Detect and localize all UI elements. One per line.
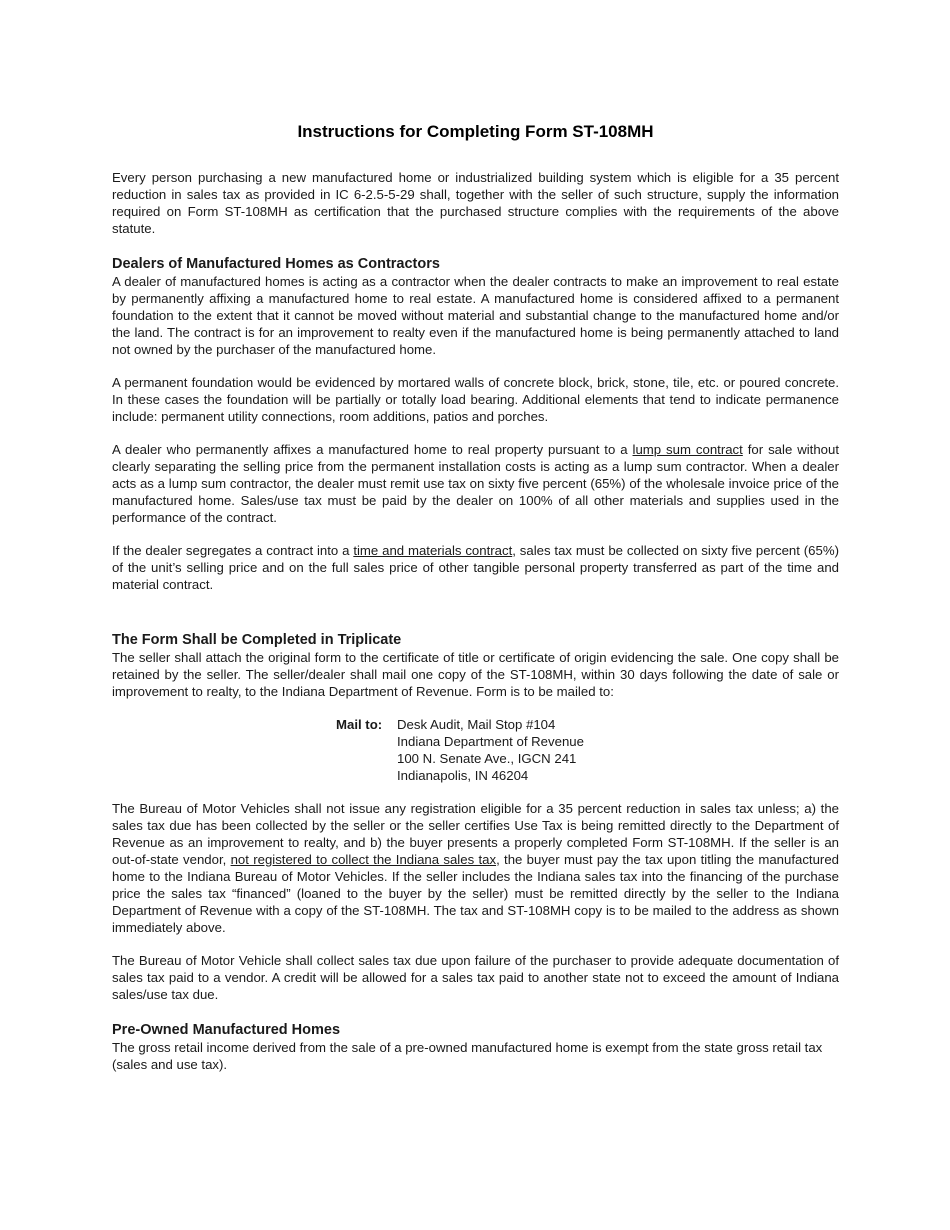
- triplicate-paragraph-3: The Bureau of Motor Vehicle shall collect sales tax due upon failure of the purchaser to provide adequate documentation of sales tax paid to a vendor. A credit will be allowed for a sales tax paid to another state not to exceed the amount of Indiana sales/use tax due.: [112, 953, 839, 1002]
- time-and-materials-contract-term: time and materials contract: [353, 543, 513, 558]
- triplicate-paragraph-1: The seller shall attach the original form to the certificate of title or certificate of origin evidencing the sale. One copy shall be retained by the seller. The seller/dealer shall mail one copy of the ST-108MH, within 30 days following the date of sale or improvement to realty, to the Indiana Department of Revenue. Form is to be mailed to:: [112, 650, 839, 699]
- triplicate-heading: The Form Shall be Completed in Triplicate: [112, 632, 402, 648]
- dealers-paragraph-3-text-b: for sale without clearly separating the selling price from the permanent installation costs is acting as a lump sum contractor. When a dealer acts as a lump sum contractor, the dealer must remit use tax on sixty five percent (65%) of the wholesale invoice price of the manufactured home. Sales/use tax must be paid by the dealer on 100% of all other materials and supplies used in the performance of the contract.: [112, 442, 839, 525]
- address-line: 100 N. Senate Ave., IGCN 241: [397, 751, 577, 766]
- dealers-heading: Dealers of Manufactured Homes as Contractors: [112, 256, 440, 272]
- triplicate-paragraph-2-text-a: The Bureau of Motor Vehicles shall not issue any registration eligible for a 35 percent reduction in sales tax unless; a) the sales tax due has been collected by the seller or the seller certifies Use Tax is being remitted directly to the Department of Revenue as an improvement to realty, and b) the buyer presents a properly completed Form ST-108MH. If the seller is an out-of-state vendor,: [112, 801, 839, 867]
- address-line: Indianapolis, IN 46204: [397, 768, 529, 783]
- mail-to-label: Mail to:: [336, 717, 383, 732]
- dealers-paragraph-2: A permanent foundation would be evidenced by mortared walls of concrete block, brick, stone, tile, etc. or poured concrete. In these cases the foundation will be partially or totally load bearing. Additional elements that tend to indicate permanence include: permanent utility connections, room additions, patios and porches.: [112, 375, 839, 424]
- document-page: [112, 120, 839, 1073]
- intro-paragraph: Every person purchasing a new manufactured home or industrialized building system which is eligible for a 35 percent reduction in sales tax as provided in IC 6-2.5-5-29 shall, together with the seller of such structure, supply the information required on Form ST-108MH as certification that the purchased structure complies with the requirements of the above statute.: [112, 170, 839, 236]
- dealers-paragraph-3: [112, 441, 839, 526]
- mailing-address-block: [336, 716, 839, 784]
- address-line: Indiana Department of Revenue: [397, 734, 584, 749]
- address-line: Desk Audit, Mail Stop #104: [397, 717, 556, 732]
- dealers-paragraph-1: A dealer of manufactured homes is acting as a contractor when the dealer contracts to make an improvement to real estate by permanently affixing a manufactured home to real estate. A manufactured home is considered affixed to a permanent foundation to the extent that it cannot be moved without material and substantial change to the manufactured home and/or the land. The contract is for an improvement to realty even if the manufactured home is being permanently attached to land not owned by the purchaser of the manufactured home.: [112, 274, 839, 357]
- dealers-paragraph-4-text-b: , sales tax must be collected on sixty five percent (65%) of the unit’s selling price and on the full sales price of other tangible personal property transferred as part of the time and material contract.: [112, 543, 839, 592]
- preowned-paragraph: The gross retail income derived from the sale of a pre-owned manufactured home is exempt from the state gross retail tax (sales and use tax).: [112, 1040, 823, 1072]
- dealers-paragraph-4-text-a: If the dealer segregates a contract into a: [112, 543, 354, 558]
- document-title: Instructions for Completing Form ST-108MH: [297, 122, 654, 141]
- not-registered-term: not registered to collect the Indiana sales tax: [230, 852, 497, 867]
- triplicate-paragraph-2-text-b: , the buyer must pay the tax upon titling the manufactured home to the Indiana Bureau of Motor Vehicles. If the seller includes the Indiana sales tax into the financing of the purchase price the sales tax “financed” (loaned to the buyer by the seller) must be remitted directly by the seller to the Indiana Department of Revenue with a copy of the ST-108MH. The tax and ST-108MH copy is to be mailed to the address as shown immediately above.: [112, 852, 839, 935]
- mailing-address: [397, 716, 584, 784]
- triplicate-paragraph-2: [112, 800, 839, 936]
- lump-sum-contract-term: lump sum contract: [632, 442, 743, 457]
- dealers-paragraph-4: [112, 542, 839, 593]
- dealers-paragraph-3-text-a: A dealer who permanently affixes a manufactured home to real property pursuant to a: [112, 442, 633, 457]
- preowned-heading: Pre-Owned Manufactured Homes: [112, 1022, 341, 1038]
